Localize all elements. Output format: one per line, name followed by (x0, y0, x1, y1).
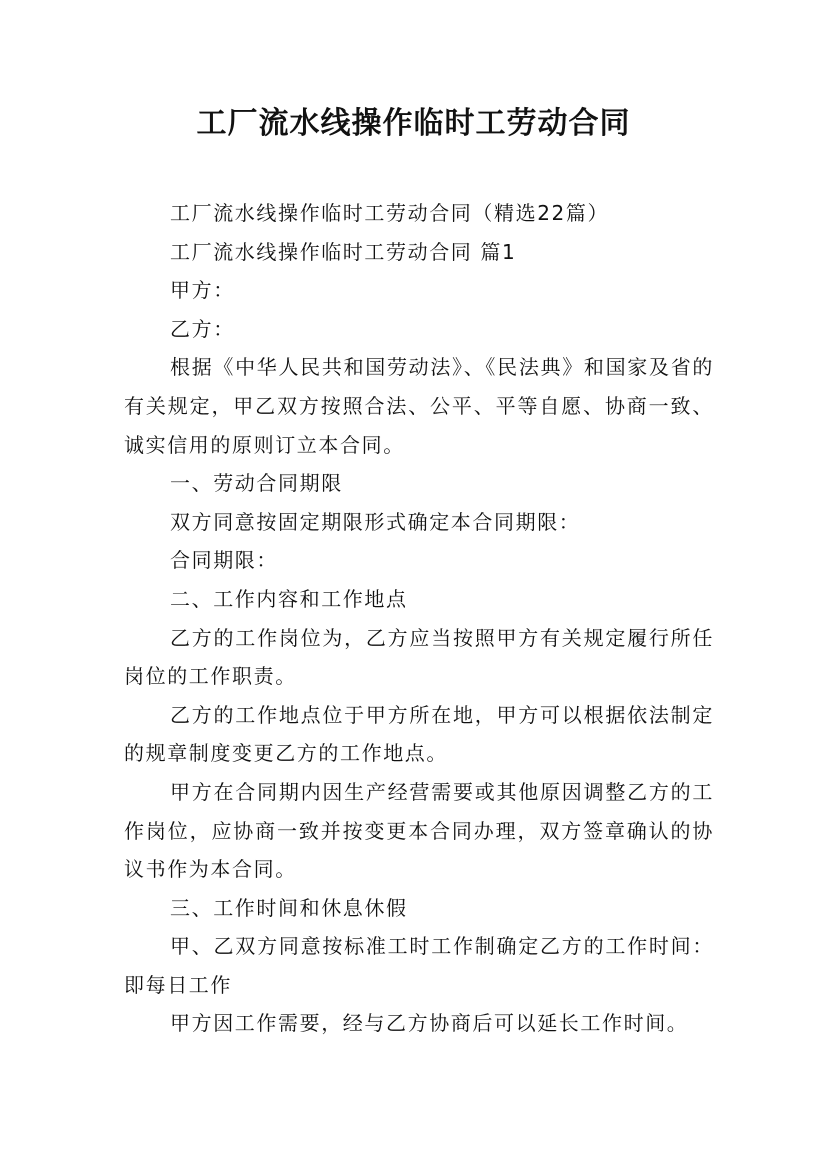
document-body (124, 194, 714, 1043)
heading-working-hours: 三、工作时间和休息休假 (170, 895, 408, 920)
heading-contract-term: 一、劳动合同期限 (170, 471, 343, 496)
paragraph-work-location: 乙方的工作地点位于甲方所在地，甲方可以根据依法制定的规章制度变更乙方的工作地点。 (124, 702, 714, 766)
paragraph-party-b: 乙方： (170, 316, 235, 341)
paragraph-term-period: 合同期限： (170, 548, 278, 573)
paragraph-position-adjustment: 甲方在合同期内因生产经营需要或其他原因调整乙方的工作岗位，应协商一致并按变更本合同办理，双方签章确认的协议书作为本合同。 (124, 779, 714, 882)
paragraph-section-heading: 工厂流水线操作临时工劳动合同 篇1 (170, 239, 517, 264)
paragraph-standard-hours: 甲、乙双方同意按标准工时工作制确定乙方的工作时间：即每日工作 (124, 934, 714, 997)
paragraph-preamble: 根据《中华人民共和国劳动法》、《民法典》和国家及省的有关规定，甲乙双方按照合法、公平、平等自愿、协商一致、诚实信用的原则订立本合同。 (124, 355, 714, 457)
paragraph-term-form: 双方同意按固定期限形式确定本合同期限： (170, 509, 581, 534)
paragraph-subtitle: 工厂流水线操作临时工劳动合同（精选22篇） (170, 201, 610, 225)
paragraph-overtime: 甲方因工作需要，经与乙方协商后可以延长工作时间。 (170, 1011, 689, 1036)
heading-work-content: 二、工作内容和工作地点 (170, 586, 408, 611)
paragraph-job-position: 乙方的工作岗位为，乙方应当按照甲方有关规定履行所任岗位的工作职责。 (124, 625, 714, 689)
paragraph-party-a: 甲方： (170, 278, 235, 303)
document-title: 工厂流水线操作临时工劳动合同 (196, 106, 631, 141)
